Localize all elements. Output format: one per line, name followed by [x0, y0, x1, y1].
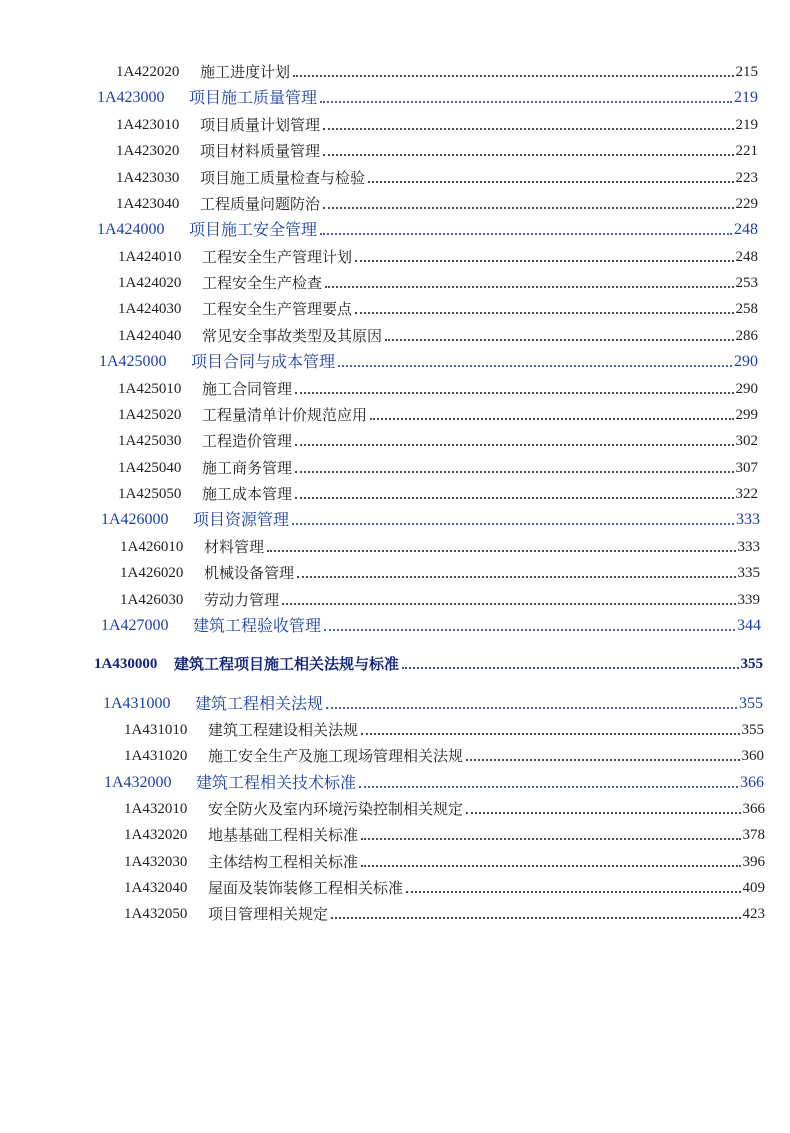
dot-leader: [320, 101, 732, 103]
toc-item-code: 1A432050: [124, 906, 188, 922]
toc-item-code: 1A423030: [116, 170, 180, 186]
dot-leader: [370, 418, 733, 420]
toc-section-code: 1A425000: [99, 353, 167, 370]
toc-item[interactable]: [124, 877, 765, 899]
toc-section-code: 1A426000: [101, 511, 169, 528]
toc-item-page: 335: [737, 565, 760, 581]
toc-item-title: 工程安全生产管理计划: [202, 248, 353, 266]
toc-section-title: 建筑工程验收管理: [193, 616, 322, 635]
toc-item-code: 1A424040: [118, 328, 182, 344]
toc-item[interactable]: [116, 167, 758, 189]
dot-leader: [466, 812, 740, 814]
toc-item[interactable]: [124, 745, 764, 767]
toc-section[interactable]: [103, 693, 763, 715]
toc-section-page: 344: [737, 617, 761, 634]
dot-leader: [368, 181, 733, 183]
toc-item-title: 施工进度计划: [200, 63, 291, 81]
toc-item-code: 1A425030: [118, 433, 182, 449]
toc-item-code: 1A425010: [118, 381, 182, 397]
dot-leader: [295, 392, 733, 394]
toc-item-title: 施工成本管理: [202, 485, 293, 503]
dot-leader: [292, 523, 734, 525]
toc-item-code: 1A426020: [120, 565, 184, 581]
toc-item[interactable]: [118, 325, 758, 347]
toc-item-code: 1A432040: [124, 880, 188, 896]
toc-section[interactable]: [99, 351, 758, 373]
dot-leader: [295, 471, 733, 473]
toc-item-title: 工程造价管理: [202, 432, 293, 450]
toc-item-title: 施工合同管理: [202, 380, 293, 398]
toc-section-code: 1A424000: [97, 221, 165, 238]
toc-item[interactable]: [120, 536, 760, 558]
toc-item-page: 286: [735, 328, 758, 344]
toc-item-page: 299: [735, 407, 758, 423]
toc-item-title: 项目材料质量管理: [200, 142, 321, 160]
toc-item-code: 1A432020: [124, 827, 188, 843]
toc-chapter-title: 建筑工程项目施工相关法规与标准: [174, 655, 400, 673]
toc-item-code: 1A426030: [120, 592, 184, 608]
dot-leader: [293, 75, 733, 77]
toc-item-page: 333: [737, 539, 760, 555]
dot-leader: [359, 786, 738, 788]
toc-section-title: 项目施工安全管理: [189, 220, 318, 239]
toc-section-title: 项目合同与成本管理: [191, 352, 336, 371]
toc-item-page: 215: [735, 64, 758, 80]
toc-item-title: 项目施工质量检查与检验: [200, 169, 366, 187]
dot-leader: [267, 550, 735, 552]
toc-item-title: 工程质量问题防治: [200, 195, 321, 213]
toc-item-code: 1A431010: [124, 722, 188, 738]
toc-item[interactable]: [116, 61, 758, 83]
toc-item-code: 1A432010: [124, 801, 188, 817]
dot-leader: [406, 891, 740, 893]
toc-item-code: 1A423010: [116, 117, 180, 133]
toc-chapter[interactable]: [94, 653, 763, 675]
toc-item-title: 地基基础工程相关标准: [208, 826, 359, 844]
dot-leader: [297, 576, 735, 578]
toc-chapter-page: 355: [740, 656, 763, 672]
toc-item-page: 339: [737, 592, 760, 608]
toc-item-code: 1A424030: [118, 301, 182, 317]
toc-item-page: 258: [735, 301, 758, 317]
toc-item[interactable]: [118, 298, 758, 320]
toc-item-title: 项目质量计划管理: [200, 116, 321, 134]
toc-item[interactable]: [118, 378, 758, 400]
dot-leader: [282, 603, 735, 605]
toc-item[interactable]: [120, 562, 760, 584]
dot-leader: [323, 207, 733, 209]
toc-item-title: 安全防火及室内环境污染控制相关规定: [208, 800, 464, 818]
toc-item-title: 施工安全生产及施工现场管理相关法规: [208, 747, 464, 765]
toc-item[interactable]: [118, 246, 758, 268]
dot-leader: [324, 629, 735, 631]
toc-item-page: 221: [735, 143, 758, 159]
toc-item-code: 1A423040: [116, 196, 180, 212]
toc-section-page: 355: [739, 695, 763, 712]
toc-item-page: 302: [735, 433, 758, 449]
toc-item-page: 223: [735, 170, 758, 186]
toc-section[interactable]: [97, 219, 758, 241]
toc-item-page: 219: [735, 117, 758, 133]
toc-section-page: 290: [734, 353, 758, 370]
toc-item[interactable]: [116, 193, 758, 215]
toc-section-page: 219: [734, 89, 758, 106]
toc-item[interactable]: [118, 272, 758, 294]
toc-section[interactable]: [97, 87, 758, 109]
toc-section[interactable]: [101, 509, 760, 531]
toc-item-code: 1A426010: [120, 539, 184, 555]
toc-item-title: 工程安全生产检查: [202, 274, 323, 292]
toc-section-code: 1A427000: [101, 617, 169, 634]
toc-item-title: 材料管理: [204, 538, 265, 556]
toc-item-page: 253: [735, 275, 758, 291]
toc-chapter-code: 1A430000: [94, 656, 158, 672]
toc-item[interactable]: [124, 798, 765, 820]
dot-leader: [295, 497, 733, 499]
toc-item-page: 378: [742, 827, 765, 843]
toc-section-title: 项目资源管理: [193, 510, 290, 529]
toc-item-page: 307: [735, 460, 758, 476]
toc-section-page: 333: [736, 511, 760, 528]
toc-section[interactable]: [104, 772, 764, 794]
dot-leader: [325, 286, 733, 288]
toc-item[interactable]: [124, 719, 764, 741]
toc-item-page: 366: [742, 801, 765, 817]
toc-item-code: 1A424020: [118, 275, 182, 291]
dot-leader: [385, 339, 733, 341]
toc-section[interactable]: [101, 615, 761, 637]
toc-item-title: 劳动力管理: [204, 591, 280, 609]
toc-item[interactable]: [124, 824, 765, 846]
toc-item[interactable]: [124, 903, 765, 925]
dot-leader: [361, 838, 740, 840]
dot-leader: [361, 865, 740, 867]
toc-item[interactable]: [118, 457, 758, 479]
toc-item[interactable]: [120, 589, 760, 611]
toc-section-title: 项目施工质量管理: [189, 88, 318, 107]
dot-leader: [355, 260, 733, 262]
dot-leader: [361, 733, 739, 735]
toc-item[interactable]: [118, 404, 758, 426]
toc-item-title: 常见安全事故类型及其原因: [202, 327, 383, 345]
dot-leader: [466, 759, 739, 761]
toc-section-code: 1A423000: [97, 89, 165, 106]
toc-item-code: 1A431020: [124, 748, 188, 764]
toc-item-title: 工程量清单计价规范应用: [202, 406, 368, 424]
toc-item-title: 工程安全生产管理要点: [202, 300, 353, 318]
toc-item-page: 290: [735, 381, 758, 397]
toc-item-page: 248: [735, 249, 758, 265]
dot-leader: [323, 154, 733, 156]
dot-leader: [338, 365, 732, 367]
dot-leader: [323, 128, 733, 130]
dot-leader: [320, 233, 732, 235]
toc-item-title: 建筑工程建设相关法规: [208, 721, 359, 739]
toc-item-title: 施工商务管理: [202, 459, 293, 477]
toc-item-page: 409: [742, 880, 765, 896]
toc-section-code: 1A432000: [104, 774, 172, 791]
toc-item[interactable]: [118, 483, 758, 505]
toc-item-code: 1A423020: [116, 143, 180, 159]
dot-leader: [326, 707, 737, 709]
toc-item-code: 1A425050: [118, 486, 182, 502]
toc-item[interactable]: [124, 851, 765, 873]
toc-item-title: 机械设备管理: [204, 564, 295, 582]
toc-section-title: 建筑工程相关法规: [195, 694, 324, 713]
toc-item-title: 项目管理相关规定: [208, 905, 329, 923]
toc-item[interactable]: [116, 140, 758, 162]
toc-item-code: 1A425040: [118, 460, 182, 476]
toc-item-page: 229: [735, 196, 758, 212]
toc-section-page: 248: [734, 221, 758, 238]
toc-item-page: 423: [742, 906, 765, 922]
toc-item-code: 1A425020: [118, 407, 182, 423]
toc-item-title: 屋面及装饰装修工程相关标准: [208, 879, 404, 897]
toc-item-code: 1A422020: [116, 64, 180, 80]
toc-item-page: 396: [742, 854, 765, 870]
toc-item-code: 1A424010: [118, 249, 182, 265]
toc-section-page: 366: [740, 774, 764, 791]
dot-leader: [331, 917, 740, 919]
dot-leader: [295, 444, 733, 446]
toc-item-page: 355: [741, 722, 764, 738]
toc-section-title: 建筑工程相关技术标准: [196, 773, 357, 792]
toc-item-page: 322: [735, 486, 758, 502]
toc-item[interactable]: [118, 430, 758, 452]
toc-item[interactable]: [116, 114, 758, 136]
toc-item-code: 1A432030: [124, 854, 188, 870]
dot-leader: [402, 667, 738, 669]
toc-item-page: 360: [741, 748, 764, 764]
dot-leader: [355, 312, 733, 314]
toc-item-title: 主体结构工程相关标准: [208, 853, 359, 871]
toc-section-code: 1A431000: [103, 695, 171, 712]
